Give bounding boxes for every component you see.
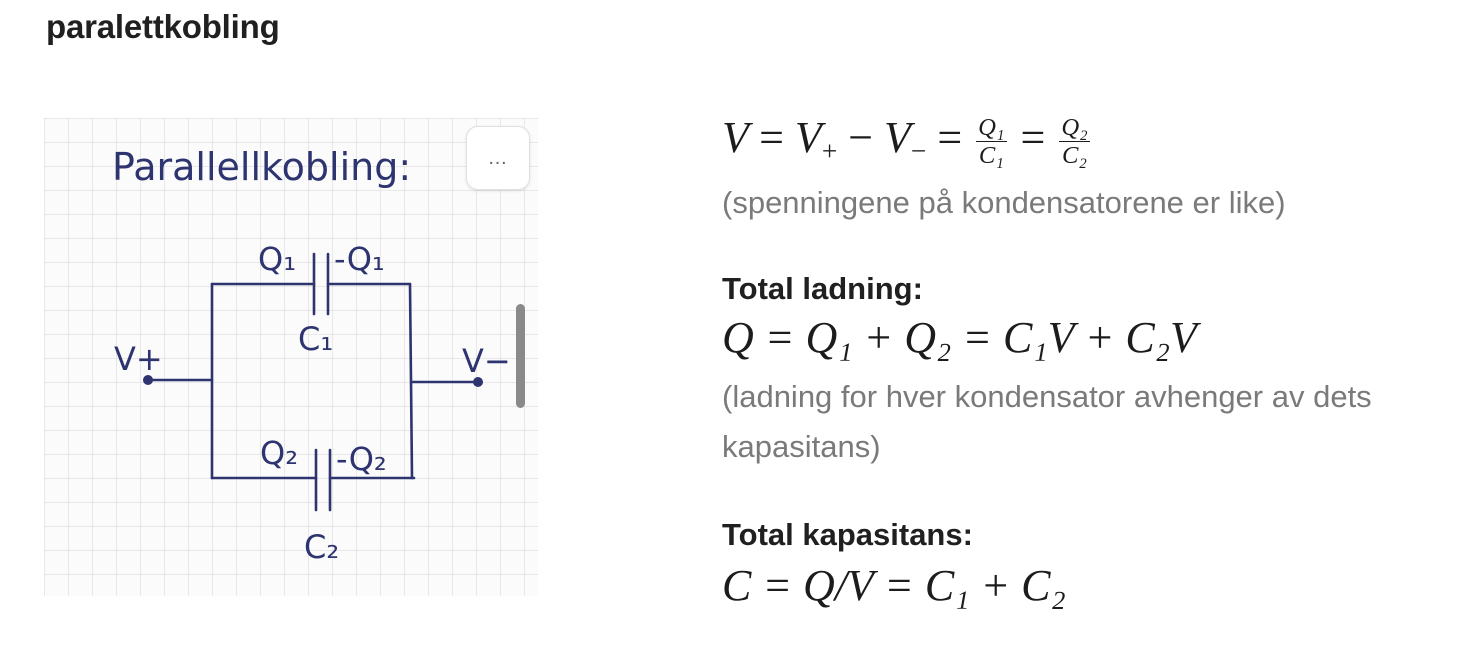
sketch-heading: Parallellkobling: bbox=[112, 145, 412, 189]
v-minus-symbol: V bbox=[884, 113, 911, 162]
capacitance-heading: Total kapasitans: bbox=[722, 517, 973, 552]
voltage-note: (spenningene på kondensatorene er like) bbox=[722, 185, 1286, 220]
fraction-denominator: C₁ bbox=[978, 142, 1004, 170]
charge-note: (ladning for hver kondensator avhenger av dets kapasitans) bbox=[722, 379, 1372, 464]
label-c1: C₁ bbox=[298, 320, 334, 358]
label-neg-q1: -Q₁ bbox=[334, 240, 385, 278]
charge-heading: Total ladning: bbox=[722, 271, 923, 306]
charge-equation: Q = Q₁ + Q₂ = C₁V + C₂V bbox=[722, 313, 1197, 362]
label-neg-q2: -Q₂ bbox=[336, 440, 387, 478]
label-q2: Q₂ bbox=[260, 434, 299, 472]
minus-sign: − bbox=[848, 113, 874, 162]
resize-handle[interactable] bbox=[516, 304, 525, 408]
v-plus-symbol: V bbox=[794, 113, 822, 162]
minus-subscript: − bbox=[910, 136, 927, 167]
circuit-sketch bbox=[44, 118, 538, 596]
equals-sign: = bbox=[937, 113, 963, 162]
label-q1: Q₁ bbox=[258, 240, 297, 278]
label-v-minus: V− bbox=[462, 342, 511, 380]
plus-subscript: + bbox=[821, 136, 838, 167]
equals-sign: = bbox=[759, 113, 784, 162]
fraction-q2-c2 bbox=[1059, 115, 1089, 170]
more-options-button[interactable] bbox=[466, 126, 530, 190]
fraction-numerator: Q₂ bbox=[1061, 113, 1088, 141]
equals-sign: = bbox=[1020, 113, 1046, 162]
page-title: paralettkobling bbox=[46, 8, 280, 45]
label-v-plus: V+ bbox=[114, 340, 163, 378]
fraction-denominator: C₂ bbox=[1062, 142, 1087, 170]
fraction-numerator: Q₁ bbox=[978, 113, 1005, 141]
voltage-equation bbox=[722, 112, 1093, 169]
circuit-sketch-image[interactable] bbox=[44, 118, 538, 596]
ellipsis-icon: … bbox=[487, 147, 509, 169]
label-c2: C₂ bbox=[304, 528, 340, 566]
voltage-lhs: V bbox=[722, 113, 749, 162]
fraction-q1-c1 bbox=[976, 115, 1006, 170]
capacitance-equation: C = Q/V = C₁ + C₂ bbox=[722, 561, 1066, 610]
